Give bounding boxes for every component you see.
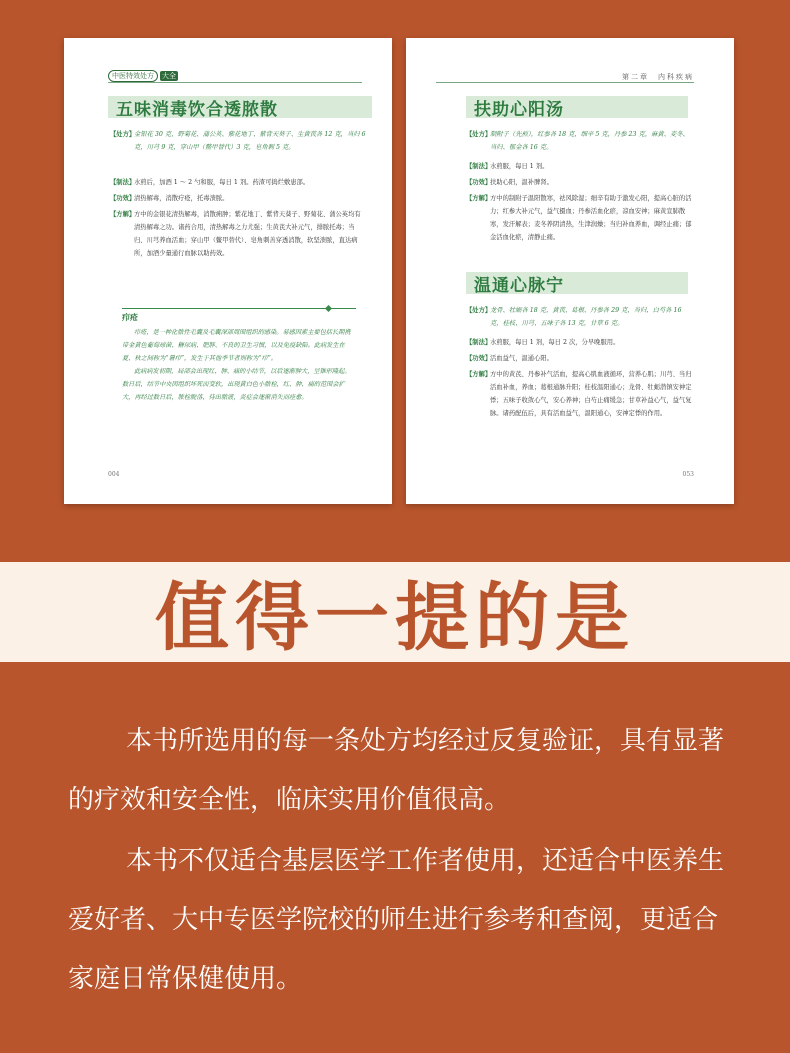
entry-label: 【功效】 <box>466 355 492 362</box>
left-book-page <box>64 38 392 504</box>
running-head-chapter: 第二章 内科疾病 <box>622 73 694 81</box>
right-book-page <box>406 38 734 504</box>
book-description <box>68 712 728 1009</box>
page-number: 004 <box>108 471 120 478</box>
recipe-title: 扶助心阳汤 <box>474 99 564 120</box>
entry-effect <box>110 192 366 205</box>
entry-label: 【制法】 <box>466 339 492 346</box>
entry-method <box>466 160 694 173</box>
recipe-title: 五味消毒饮合透脓散 <box>116 99 278 120</box>
note-title: 疖疮 <box>122 313 138 322</box>
entry-label: 【制法】 <box>466 163 492 170</box>
entry-text: 水煎后，加酒 1 ～ 2 勺和服，每日 1 剂。药渣可捣烂敷患部。 <box>134 179 310 186</box>
running-head <box>108 70 178 82</box>
description-paragraph: 本书不仅适合基层医学工作者使用，还适合中医养生爱好者、大中专医学院校的师生进行参考和查阅，更适合家庭日常保健使用。 <box>68 846 725 994</box>
entry-effect <box>466 352 694 365</box>
entry-text: 方中的金银花清热解毒，消散痈肿；紫花地丁、紫背天葵子、野菊花、蒲公英均有清热解毒之功。诸药合用，清热解毒之力尤强；生黄芪大补元气，排脓托毒；当归、川芎养血活血；穿山甲（鳖甲替代）、皂角刺善穿透消散，软坚溃脓，直达病所，加酒少量通行血脉以助药效。 <box>134 211 361 257</box>
entry-effect <box>466 176 694 189</box>
running-head-divider <box>108 82 362 83</box>
description-paragraph: 本书所选用的每一条处方均经过反复验证，具有显著的疗效和安全性，临床实用价值很高。 <box>68 726 725 815</box>
entry-text: 方中的制附子温阳散寒，祛风除湿；细辛有助于激发心阳，提高心脏的活力；红参大补元气，益气摄血；丹参活血化瘀，凉血安神；麻黄宣肺散寒，发汗解表；麦冬养阴清热，生津润燥；当归补血养血，调经止痛；郁金活血化瘀，清静止痛。 <box>490 195 692 241</box>
running-head-title: 中医特效处方 <box>108 70 158 82</box>
page-number: 053 <box>682 471 694 478</box>
entry-text: 龙骨、牡蛎各 18 克，黄芪、葛根、丹参各 29 克，当归、白芍各 16 克，桂枝、川芎、五味子各 13 克，甘草 6 克。 <box>490 307 682 327</box>
running-head-divider <box>436 82 694 83</box>
recipe-title: 温通心脉宁 <box>474 275 564 296</box>
entry-explanation <box>110 208 366 260</box>
banner-heading: 值得一提的是 <box>155 575 635 661</box>
entry-text: 扶助心阳，温补脾肾。 <box>490 179 553 186</box>
note-divider-dot <box>325 305 332 312</box>
entry-label: 【方解】 <box>110 211 136 218</box>
entry-prescription <box>466 128 694 154</box>
entry-text: 制附子（先煎），红参各 18 克，细辛 5 克，丹参 23 克，麻黄、麦冬、当归、郁金各 16 克。 <box>490 131 689 151</box>
running-head-tag: 大全 <box>162 72 176 80</box>
entry-prescription <box>110 128 366 154</box>
entry-method <box>110 176 366 189</box>
entry-text: 方中的黄芪、丹参补气活血，提高心肌血液循环，营养心肌；川芎、当归活血补血，养血；葛根通脉升阳；桂枝温阳通心；龙骨、牡蛎潜镇安神定悸；五味子收敛心气，安心养神；白芍止痛缓急；甘草补益心气，益气复脉。诸药配伍后，具有活血益气，温阳通心，安神定悸的作用。 <box>490 371 692 417</box>
note-divider <box>122 308 356 309</box>
entry-text: 金银花 30 克，野菊花、蒲公英、紫花地丁、紫背天葵子、生黄芪各 12 克，当归 6 克，川芎 9 克，穿山甲（鳖甲替代）3 克，皂角刺 5 克。 <box>134 131 366 151</box>
entry-label: 【处方】 <box>466 131 492 138</box>
entry-label: 【功效】 <box>110 195 136 202</box>
entry-text: 水煎服，每日 1 剂。 <box>490 163 549 170</box>
entry-explanation <box>466 192 694 244</box>
note-paragraph: 疖疮，是一种化脓性毛囊及毛囊深部周围组织的感染。易感因素主要包括长期携带金黄色葡萄球菌、糖尿病、肥胖、不良的卫生习惯，以及免疫缺陷。此病发生在夏、秋之间称为“暑疖”，发生于其他季节者则称为“疖”。 <box>122 329 351 362</box>
recipe-title-band <box>466 272 688 294</box>
entry-text: 水煎服，每日 1 剂，每日 2 次，分早晚服用。 <box>490 339 620 346</box>
entry-text: 活血益气，温通心阳。 <box>490 355 553 362</box>
highlight-banner <box>0 562 790 662</box>
entry-method <box>466 336 694 349</box>
recipe-title-band <box>108 96 372 118</box>
entry-label: 【处方】 <box>110 131 136 138</box>
entry-label: 【方解】 <box>466 371 492 378</box>
entry-label: 【方解】 <box>466 195 492 202</box>
entry-prescription <box>466 304 694 330</box>
entry-label: 【处方】 <box>466 307 492 314</box>
entry-explanation <box>466 368 694 420</box>
entry-text: 清热解毒，消散疔疮，托毒溃脓。 <box>134 195 229 202</box>
entry-label: 【制法】 <box>110 179 136 186</box>
recipe-title-band <box>466 96 688 118</box>
note-paragraph: 此病病发初期，局部会出现红、肿、痛的小结节，以后逐渐肿大，呈锥形隆起。数日后，结节中央因组织坏死而变软，出现黄白色小脓栓，红、肿、痛的范围会扩大，再经过数日后，脓栓脱落，待出脓液，炎症会逐渐消失而痊愈。 <box>122 368 351 401</box>
note-body <box>122 326 356 404</box>
entry-label: 【功效】 <box>466 179 492 186</box>
